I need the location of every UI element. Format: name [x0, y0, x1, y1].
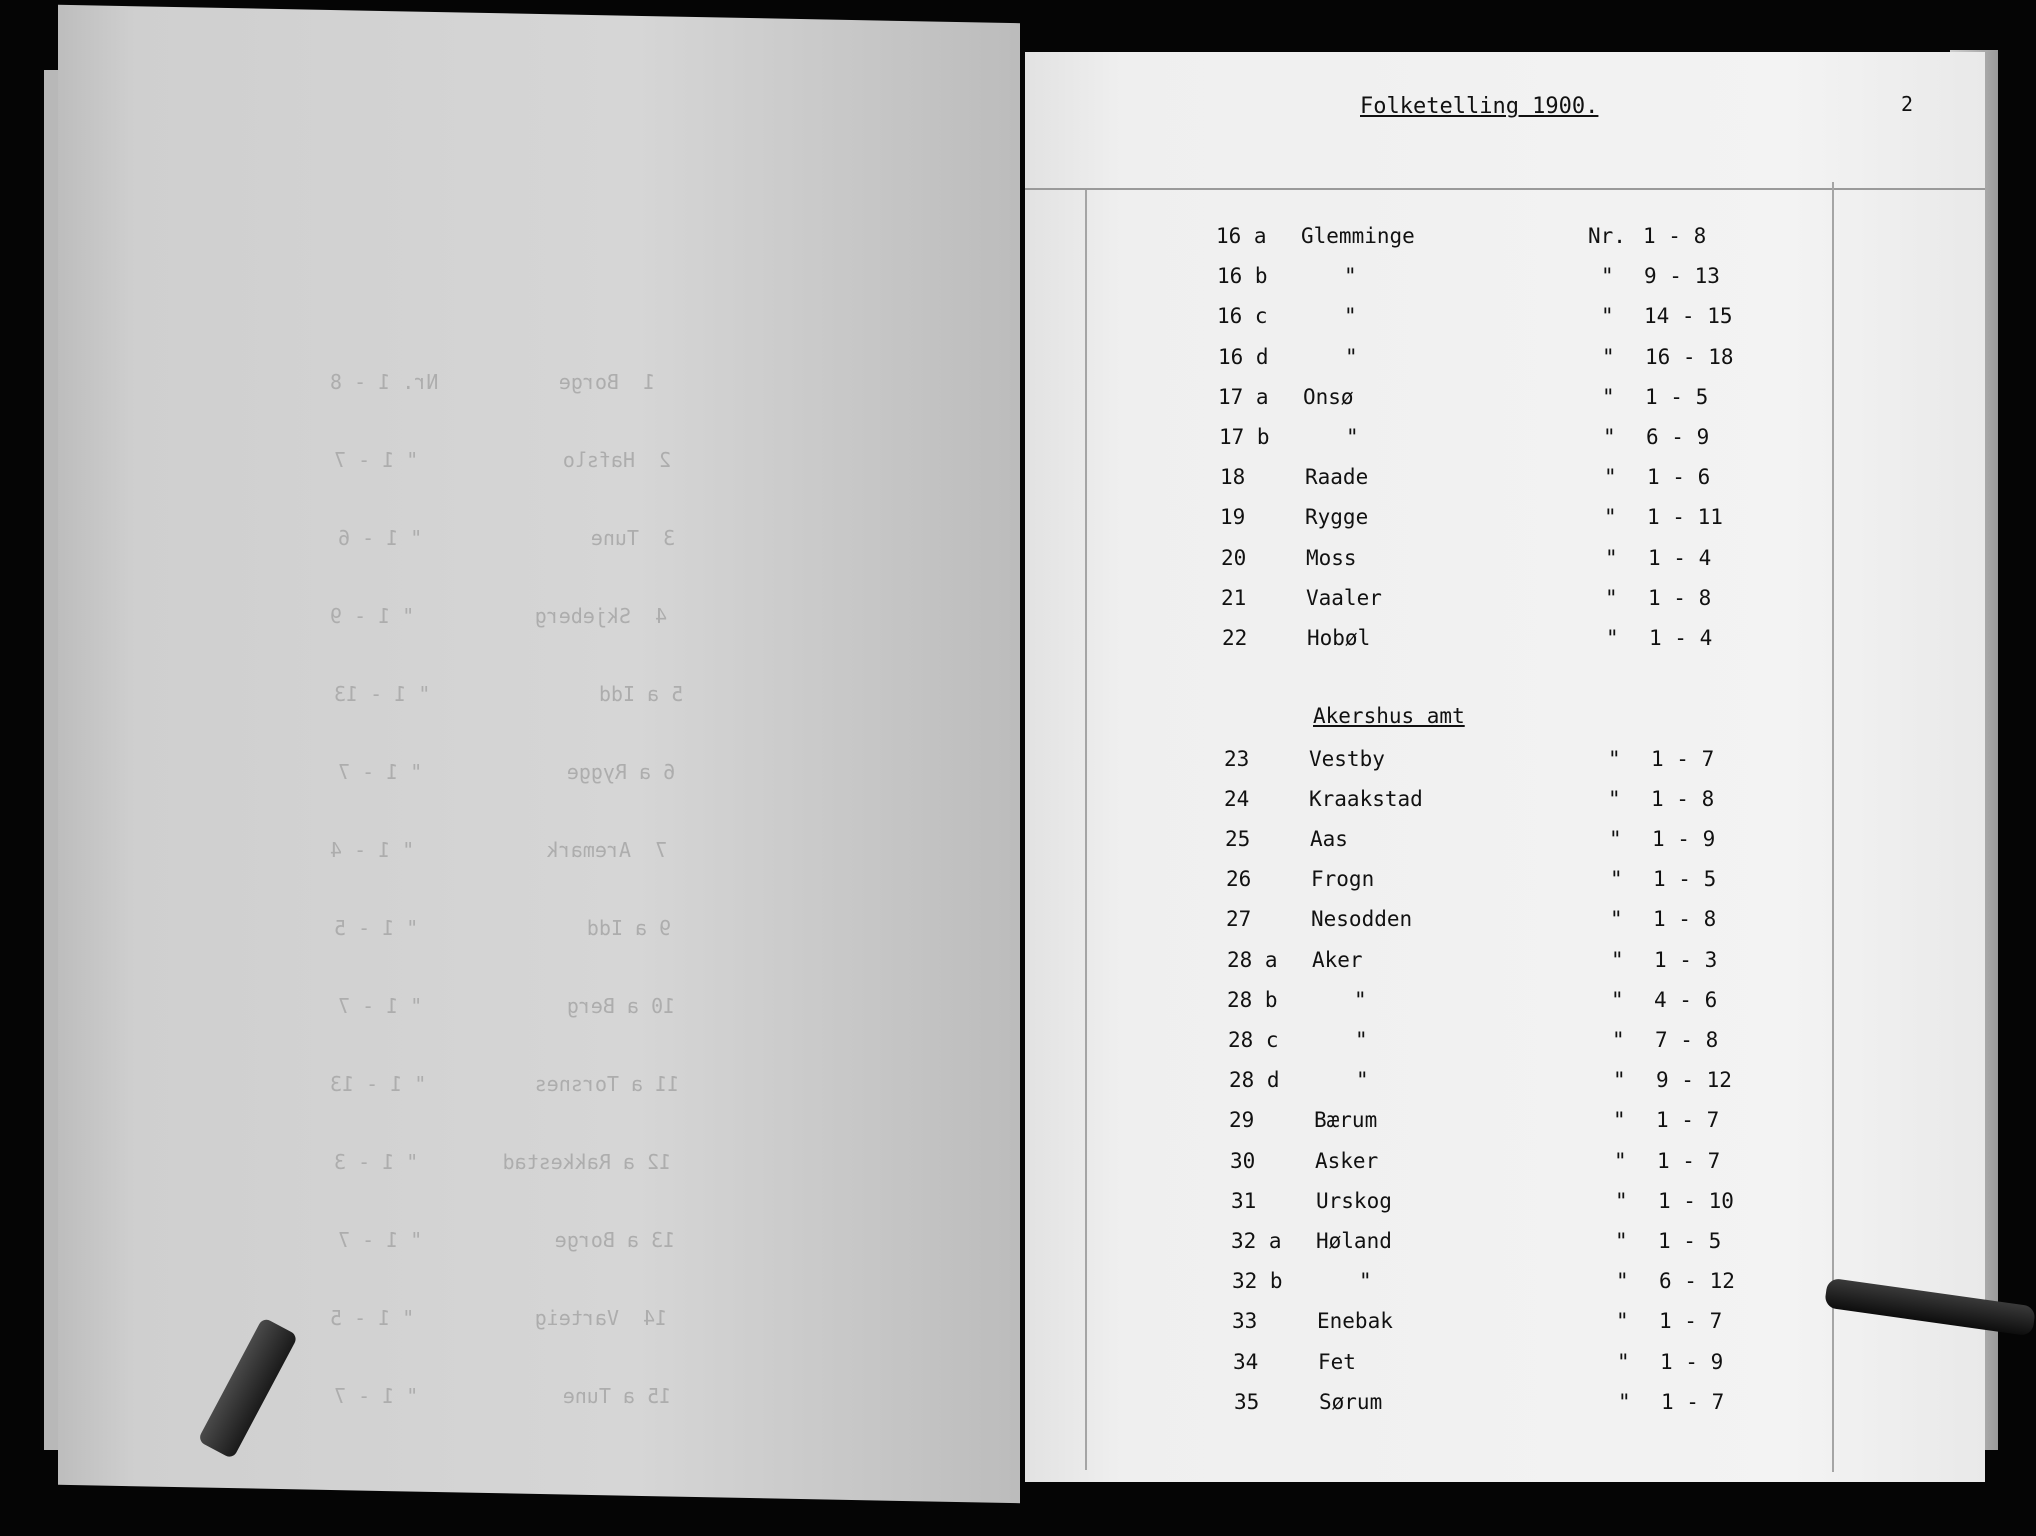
number-prefix: " — [1613, 1068, 1626, 1092]
bleed-through-line: 5 a Idd " 1 - 13 — [334, 682, 684, 706]
parish-name: Kraakstad — [1309, 787, 1423, 811]
number-prefix: " — [1616, 1269, 1629, 1293]
number-range: 9 - 13 — [1644, 264, 1720, 288]
row-number: 33 — [1232, 1309, 1258, 1333]
parish-name: Raade — [1305, 465, 1369, 489]
row-number: 24 — [1224, 787, 1250, 811]
bleed-through-line: 10 a Berg " 1 - 7 — [338, 994, 676, 1018]
number-range: 16 - 18 — [1645, 345, 1734, 369]
number-range: 9 - 12 — [1656, 1068, 1732, 1092]
row-number: 20 — [1221, 546, 1247, 570]
parish-name: Nesodden — [1311, 907, 1413, 931]
row-number: 32 b — [1232, 1269, 1283, 1293]
row-number: 28 d — [1229, 1068, 1280, 1092]
number-range: 6 - 9 — [1646, 425, 1710, 449]
number-prefix: " — [1618, 1390, 1631, 1414]
row-number: 19 — [1220, 505, 1246, 529]
row-number: 28 a — [1227, 948, 1278, 972]
number-prefix: " — [1613, 1108, 1626, 1132]
number-prefix: " — [1609, 827, 1622, 851]
number-prefix: " — [1608, 787, 1621, 811]
number-prefix: " — [1603, 425, 1616, 449]
number-range: 1 - 6 — [1647, 465, 1711, 489]
number-prefix: " — [1601, 264, 1614, 288]
row-number: 16 b — [1217, 264, 1268, 288]
page-title: Folketelling 1900. — [1360, 94, 1599, 119]
row-number: 16 c — [1217, 304, 1268, 328]
parish-name: Onsø — [1303, 385, 1354, 409]
parish-name: " — [1344, 304, 1357, 328]
number-prefix: " — [1605, 586, 1618, 610]
parish-name: Asker — [1315, 1149, 1379, 1173]
bleed-through-line: 6 a Rygge " 1 - 7 — [338, 760, 676, 784]
frame-left-line — [1085, 190, 1087, 1470]
row-number: 22 — [1222, 626, 1248, 650]
frame-right-line — [1832, 182, 1834, 1472]
bleed-through-line: 11 a Torsnes " 1 - 13 — [330, 1072, 680, 1096]
row-number: 28 c — [1228, 1028, 1279, 1052]
number-prefix: " — [1611, 948, 1624, 972]
number-prefix: " — [1615, 1189, 1628, 1213]
number-range: 6 - 12 — [1659, 1269, 1735, 1293]
row-number: 29 — [1229, 1108, 1255, 1132]
number-prefix: " — [1602, 385, 1615, 409]
row-number: 32 a — [1231, 1229, 1282, 1253]
parish-name: Frogn — [1311, 867, 1375, 891]
number-prefix: " — [1616, 1309, 1629, 1333]
parish-name: Fet — [1318, 1350, 1356, 1374]
parish-name: Vestby — [1309, 747, 1385, 771]
number-range: 1 - 7 — [1661, 1390, 1725, 1414]
number-prefix: " — [1617, 1350, 1630, 1374]
number-prefix: Nr. — [1588, 224, 1626, 248]
parish-name: " — [1355, 1028, 1368, 1052]
bleed-through-line: 15 a Tune " 1 - 7 — [334, 1384, 672, 1408]
row-number: 18 — [1220, 465, 1246, 489]
number-prefix: " — [1604, 465, 1617, 489]
number-range: 14 - 15 — [1644, 304, 1733, 328]
number-prefix: " — [1610, 867, 1623, 891]
parish-name: Vaaler — [1306, 586, 1382, 610]
number-range: 1 - 8 — [1648, 586, 1712, 610]
parish-name: Aas — [1310, 827, 1348, 851]
row-number: 23 — [1224, 747, 1250, 771]
parish-name: " — [1354, 988, 1367, 1012]
number-prefix: " — [1615, 1229, 1628, 1253]
bleed-through-line: 3 Tune " 1 - 6 — [338, 526, 676, 550]
number-range: 1 - 4 — [1648, 546, 1712, 570]
row-number: 17 b — [1219, 425, 1270, 449]
parish-name: Moss — [1306, 546, 1357, 570]
bleed-through-line: 1 Borge Nr. 1 - 8 — [330, 370, 656, 394]
parish-name: Bærum — [1314, 1108, 1378, 1132]
number-range: 1 - 9 — [1652, 827, 1716, 851]
parish-name: " — [1345, 345, 1358, 369]
bleed-through-line: 13 a Borge " 1 - 7 — [338, 1228, 676, 1252]
number-range: 1 - 7 — [1659, 1309, 1723, 1333]
row-number: 16 a — [1216, 224, 1267, 248]
parish-name: Glemminge — [1301, 224, 1415, 248]
number-range: 1 - 10 — [1658, 1189, 1734, 1213]
row-number: 21 — [1221, 586, 1247, 610]
row-number: 25 — [1225, 827, 1251, 851]
number-range: 7 - 8 — [1655, 1028, 1719, 1052]
parish-name: " — [1346, 425, 1359, 449]
parish-name: " — [1359, 1269, 1372, 1293]
number-prefix: " — [1602, 345, 1615, 369]
bleed-through-line: 4 Skjeberg " 1 - 9 — [330, 604, 668, 628]
parish-name: Enebak — [1317, 1309, 1393, 1333]
number-range: 1 - 4 — [1649, 626, 1713, 650]
number-prefix: " — [1606, 626, 1619, 650]
number-prefix: " — [1610, 907, 1623, 931]
page-number: 2 — [1901, 92, 1914, 116]
parish-name: Aker — [1312, 948, 1363, 972]
number-range: 1 - 5 — [1658, 1229, 1722, 1253]
number-range: 1 - 11 — [1647, 505, 1723, 529]
number-prefix: " — [1612, 1028, 1625, 1052]
number-range: 1 - 8 — [1643, 224, 1707, 248]
parish-name: Rygge — [1305, 505, 1369, 529]
number-range: 1 - 5 — [1653, 867, 1717, 891]
parish-name: Urskog — [1316, 1189, 1392, 1213]
bleed-through-line: 12 a Rakkestad " 1 - 3 — [334, 1150, 672, 1174]
row-number: 27 — [1226, 907, 1252, 931]
parish-name: " — [1356, 1068, 1369, 1092]
number-range: 1 - 7 — [1657, 1149, 1721, 1173]
parish-name: Hobøl — [1307, 626, 1371, 650]
row-number: 31 — [1231, 1189, 1257, 1213]
row-number: 28 b — [1227, 988, 1278, 1012]
row-number: 34 — [1233, 1350, 1259, 1374]
row-number: 35 — [1234, 1390, 1260, 1414]
row-number: 26 — [1226, 867, 1252, 891]
number-range: 1 - 8 — [1651, 787, 1715, 811]
parish-name: Sørum — [1319, 1390, 1383, 1414]
parish-name: " — [1344, 264, 1357, 288]
bleed-through-line: 14 Varteig " 1 - 5 — [330, 1306, 668, 1330]
number-prefix: " — [1608, 747, 1621, 771]
number-range: 4 - 6 — [1654, 988, 1718, 1012]
bleed-through-line: 7 Aremark " 1 - 4 — [330, 838, 668, 862]
frame-top-line — [1025, 188, 1985, 190]
row-number: 17 a — [1218, 385, 1269, 409]
number-prefix: " — [1614, 1149, 1627, 1173]
bleed-through-line: 9 a Idd " 1 - 5 — [334, 916, 672, 940]
parish-name: Høland — [1316, 1229, 1392, 1253]
right-page — [1025, 52, 1985, 1482]
left-page — [58, 5, 1020, 1503]
number-range: 1 - 9 — [1660, 1350, 1724, 1374]
number-range: 1 - 5 — [1645, 385, 1709, 409]
bleed-through-line: 2 Hafslo " 1 - 7 — [334, 448, 672, 472]
number-prefix: " — [1601, 304, 1614, 328]
number-prefix: " — [1604, 505, 1617, 529]
row-number: 16 d — [1218, 345, 1269, 369]
number-range: 1 - 7 — [1651, 747, 1715, 771]
number-range: 1 - 7 — [1656, 1108, 1720, 1132]
number-range: 1 - 3 — [1654, 948, 1718, 972]
number-prefix: " — [1611, 988, 1624, 1012]
number-prefix: " — [1605, 546, 1618, 570]
number-range: 1 - 8 — [1653, 907, 1717, 931]
row-number: 30 — [1230, 1149, 1256, 1173]
section-heading: Akershus amt — [1313, 704, 1465, 728]
